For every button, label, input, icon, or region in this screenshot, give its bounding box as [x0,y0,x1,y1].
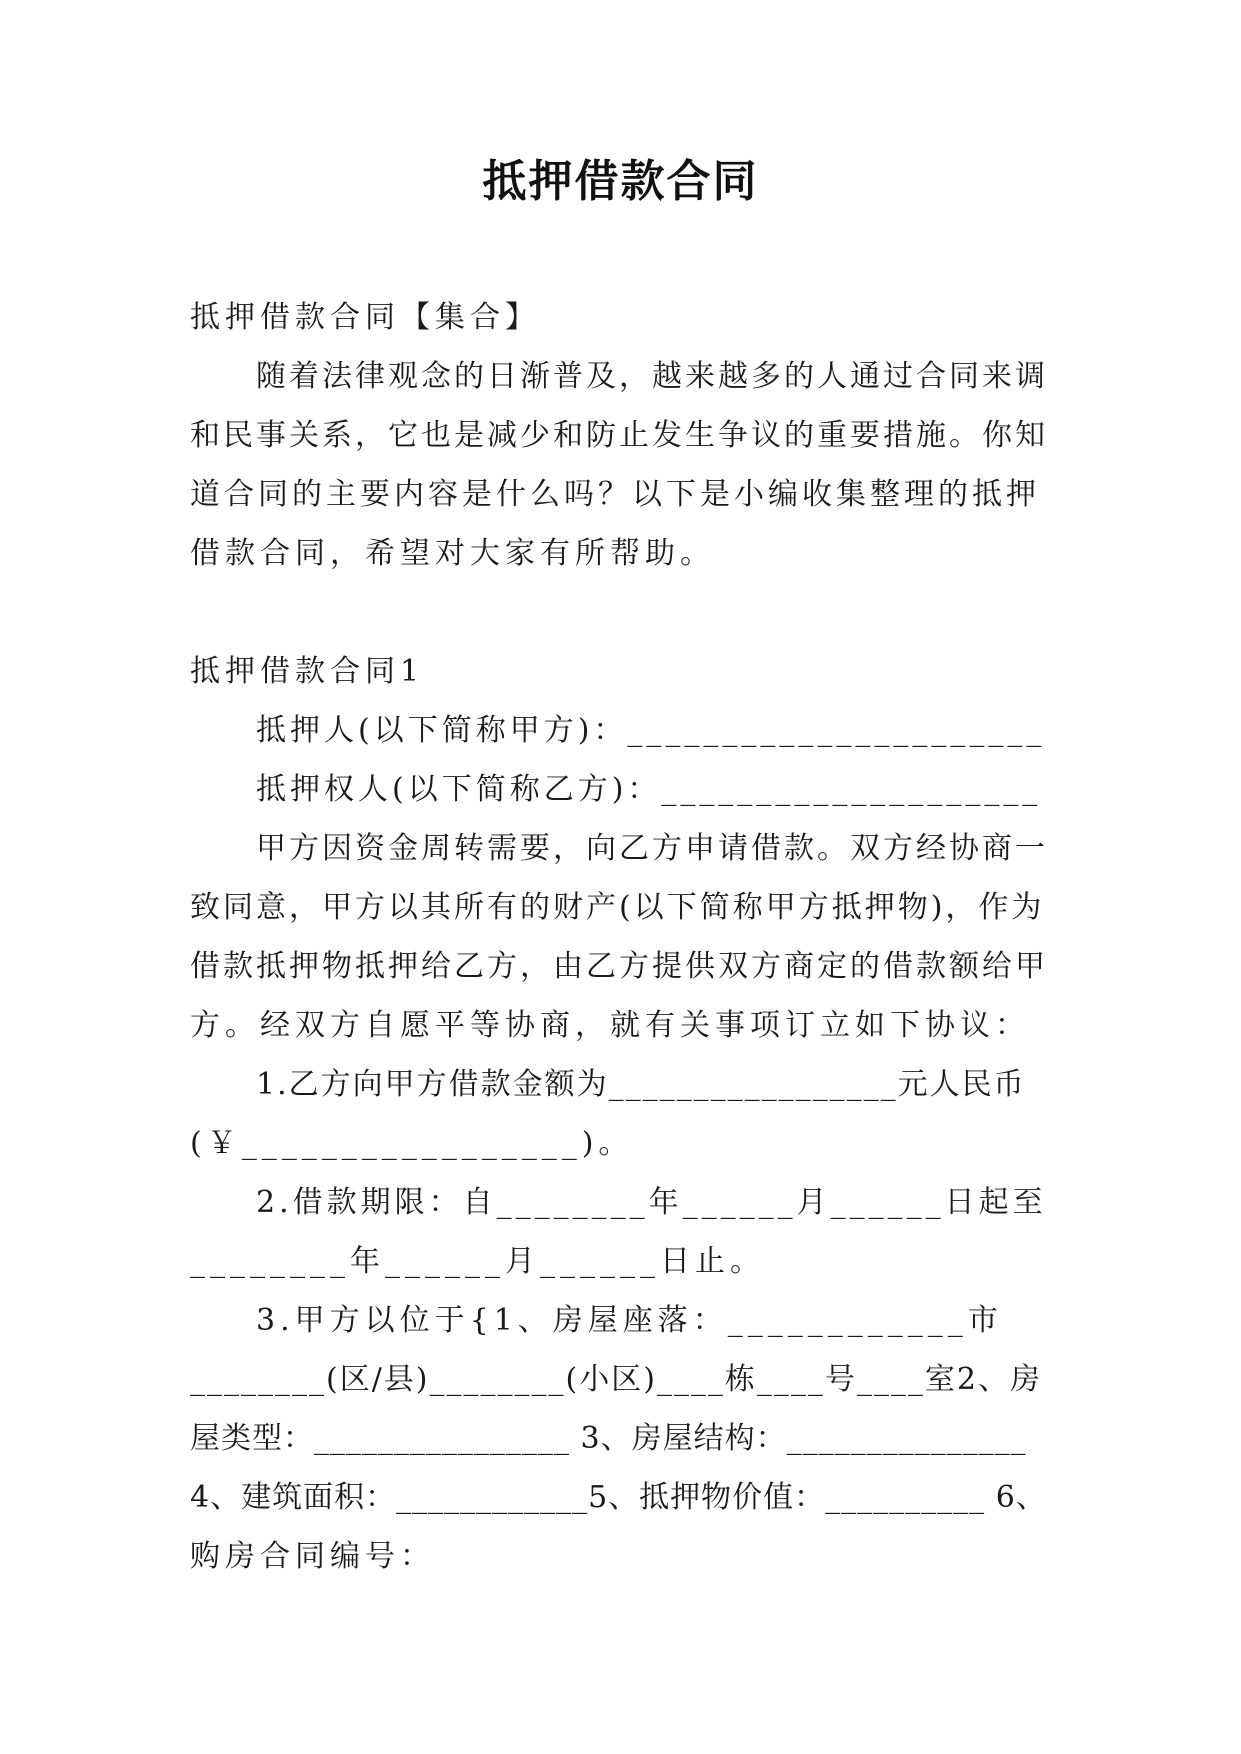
clause-3-line: 屋类型：________________ 3、房屋结构：_______________ [190,1421,1027,1456]
document-title: 抵押借款合同 [482,156,759,207]
clause-1-line: 1.乙方向甲方借款金额为_________________元人民币 [256,1067,1026,1102]
document-body [190,288,1050,1586]
preamble-line: 甲方因资金周转需要，向乙方申请借款。双方经协商一 [256,831,1048,866]
intro-paragraph-line: 道合同的主要内容是什么吗？以下是小编收集整理的抵押 [190,477,1040,512]
collection-heading: 抵押借款合同【集合】 [190,300,540,335]
contract-heading: 抵押借款合同1 [190,654,425,689]
clause-3-line: 3.甲方以位于{1、房屋座落：____________市 [256,1303,1003,1338]
intro-paragraph-line: 借款合同，希望对大家有所帮助。 [190,536,715,571]
clause-2-line: ________年______月______日止。 [190,1244,765,1279]
clause-3-line: ________(区/县)________(小区)____栋____号____室2、房 [190,1362,1043,1397]
mortgagee-field: 抵押权人(以下简称乙方)：____________________ [256,772,1042,807]
intro-paragraph-line: 和民事关系，它也是减少和防止发生争议的重要措施。你知 [190,418,1048,453]
preamble-line: 借款抵押物抵押给乙方，由乙方提供双方商定的借款额给甲 [190,949,1048,984]
preamble-line: 方。经双方自愿平等协商，就有关事项订立如下协议： [190,1008,1030,1043]
clause-3-line: 4、建筑面积：____________5、抵押物价值：__________ 6、 [190,1480,1047,1515]
clause-2-line: 2.借款期限：自________年______月______日起至 [256,1185,1047,1220]
clause-1-line: (￥_________________)。 [190,1126,634,1161]
clause-3-line: 购房合同编号： [190,1539,435,1574]
mortgagor-field: 抵押人(以下简称甲方)：______________________ [256,713,1046,748]
paragraph-gap [190,583,1050,642]
preamble-line: 致同意，甲方以其所有的财产(以下简称甲方抵押物)，作为 [190,890,1045,925]
intro-paragraph-line: 随着法律观念的日渐普及，越来越多的人通过合同来调 [256,359,1048,394]
